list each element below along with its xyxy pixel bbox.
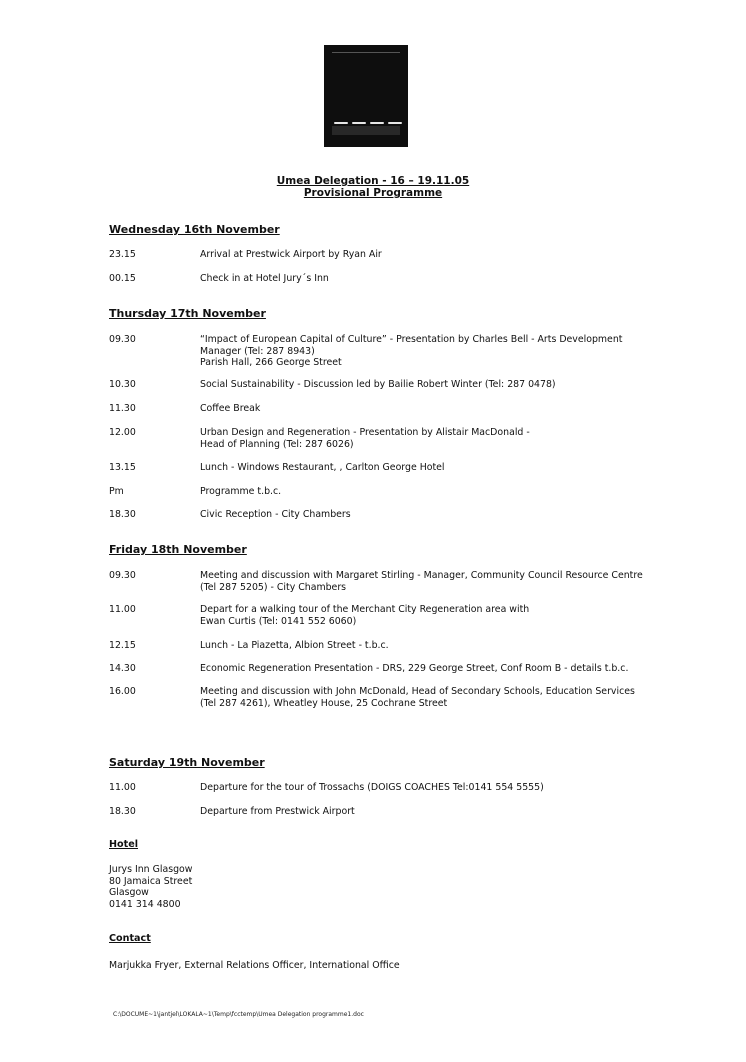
item-time: 09.30: [109, 570, 136, 581]
item-desc: Urban Design and Regeneration - Presentation by Alistair MacDonald -: [200, 427, 530, 438]
day-heading-wednesday: Wednesday 16th November: [109, 223, 280, 236]
item-time: 18.30: [109, 509, 136, 520]
item-desc: Lunch - La Piazetta, Albion Street - t.b.c.: [200, 640, 389, 651]
item-desc: Departure from Prestwick Airport: [200, 806, 355, 817]
item-desc: Head of Planning (Tel: 287 6026): [200, 438, 354, 450]
item-desc: Social Sustainability - Discussion led by Bailie Robert Winter (Tel: 287 0478): [200, 379, 556, 390]
day-heading-friday: Friday 18th November: [109, 543, 247, 556]
item-time: 10.30: [109, 379, 136, 390]
item-desc: Check in at Hotel Jury´s Inn: [200, 273, 329, 284]
document-title: Umea Delegation - 16 – 19.11.05: [276, 175, 470, 187]
item-desc: (Tel 287 5205) - City Chambers: [200, 581, 347, 593]
item-time: 18.30: [109, 806, 136, 817]
contact-line: Marjukka Fryer, External Relations Officer, International Office: [109, 960, 400, 971]
hotel-line: 80 Jamaica Street: [109, 875, 193, 887]
item-desc: Programme t.b.c.: [200, 486, 282, 497]
item-time: 13.15: [109, 462, 136, 473]
hotel-line: Glasgow: [109, 887, 149, 898]
item-time: 23.15: [109, 249, 136, 260]
contact-heading: Contact: [109, 933, 151, 944]
item-time: 12.00: [109, 427, 136, 438]
hotel-line: 0141 314 4800: [109, 898, 181, 910]
item-time: 11.00: [109, 782, 136, 793]
day-heading-saturday: Saturday 19th November: [109, 756, 265, 769]
item-time: Pm: [109, 486, 124, 497]
item-time: 12.15: [109, 640, 136, 651]
item-desc: Parish Hall, 266 George Street: [200, 357, 342, 368]
organisation-logo: [324, 45, 408, 147]
day-heading-thursday: Thursday 17th November: [109, 307, 266, 320]
item-desc: Lunch - Windows Restaurant, , Carlton George Hotel: [200, 462, 445, 473]
item-desc: Meeting and discussion with John McDonald, Head of Secondary Schools, Education Services: [200, 686, 635, 697]
item-time: 11.00: [109, 604, 136, 615]
item-desc: Coffee Break: [200, 403, 261, 414]
item-desc: Manager (Tel: 287 8943): [200, 345, 315, 357]
item-time: 09.30: [109, 334, 136, 345]
item-desc: Departure for the tour of Trossachs (DOIGS COACHES Tel:0141 554 5555): [200, 782, 544, 793]
item-desc: “Impact of European Capital of Culture” - Presentation by Charles Bell - Arts Development: [200, 334, 623, 345]
item-desc: Arrival at Prestwick Airport by Ryan Air: [200, 249, 382, 260]
file-path-footer: C:\DOCUME~1\jantjel\LOKALA~1\Temp\fcctemp\Umea Delegation programme1.doc: [113, 1011, 364, 1018]
hotel-heading: Hotel: [109, 839, 139, 850]
item-desc: Civic Reception - City Chambers: [200, 509, 351, 520]
item-time: 16.00: [109, 686, 136, 697]
document-subtitle: Provisional Programme: [303, 187, 443, 199]
item-desc: (Tel 287 4261), Wheatley House, 25 Cochrane Street: [200, 697, 448, 709]
item-desc: Economic Regeneration Presentation - DRS, 229 George Street, Conf Room B - details t.b.c.: [200, 663, 629, 674]
hotel-address: [109, 864, 192, 910]
item-desc: Depart for a walking tour of the Merchant City Regeneration area with: [200, 604, 530, 615]
item-desc: Meeting and discussion with Margaret Stirling - Manager, Community Council Resource Centre: [200, 570, 643, 581]
hotel-line: Jurys Inn Glasgow: [109, 864, 193, 875]
item-time: 00.15: [109, 273, 136, 284]
item-time: 14.30: [109, 663, 136, 674]
item-desc: Ewan Curtis (Tel: 0141 552 6060): [200, 615, 357, 627]
item-time: 11.30: [109, 403, 136, 414]
